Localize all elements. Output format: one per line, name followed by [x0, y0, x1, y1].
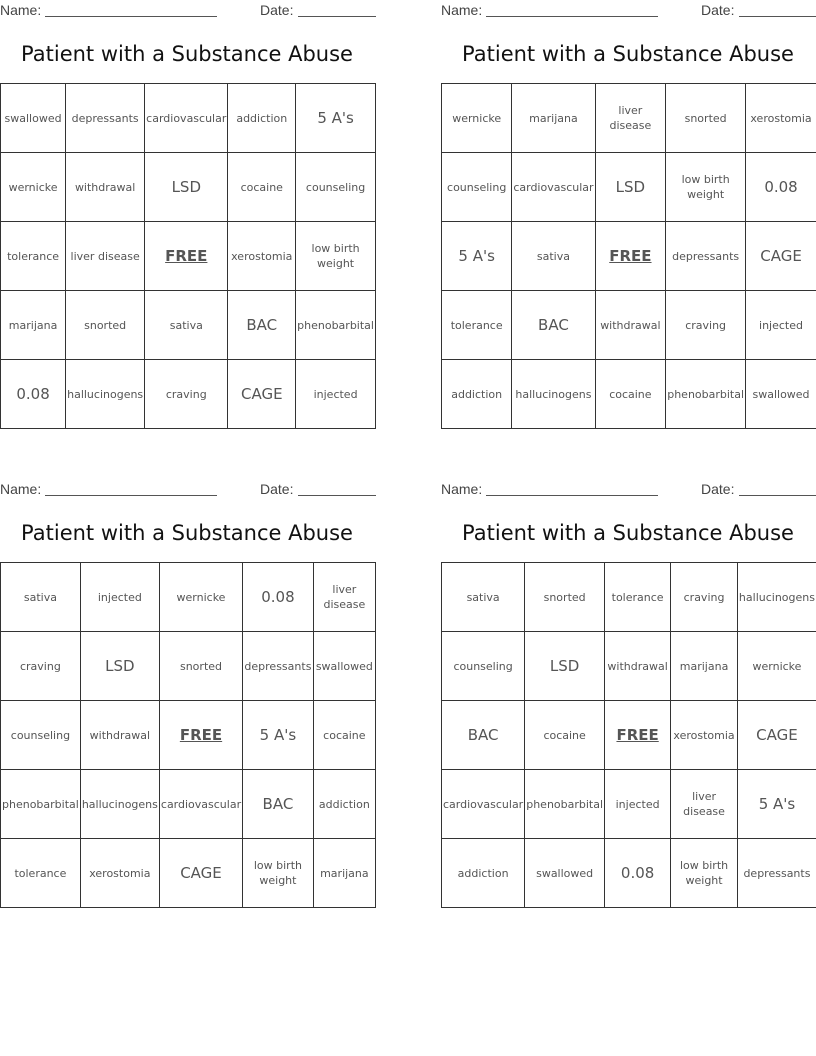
grid-row	[1, 84, 376, 153]
bingo-cell[interactable]: cocaine	[313, 701, 375, 770]
name-label: Name:	[441, 2, 483, 18]
name-field[interactable]	[45, 495, 217, 496]
bingo-card	[441, 0, 816, 440]
bingo-cell[interactable]: liver disease	[66, 222, 145, 291]
bingo-cell[interactable]: LSD	[80, 632, 159, 701]
grid-row	[442, 222, 816, 291]
bingo-cell[interactable]: liver disease	[671, 770, 738, 839]
bingo-cell[interactable]: phenobarbital	[666, 360, 746, 429]
name-date-row	[441, 479, 816, 501]
bingo-cell[interactable]: craving	[671, 563, 738, 632]
bingo-cell[interactable]: 0.08	[605, 839, 671, 908]
name-label: Name:	[0, 481, 42, 497]
bingo-cell[interactable]: phenobarbital	[525, 770, 605, 839]
bingo-cell[interactable]: BAC	[228, 291, 296, 360]
bingo-cell[interactable]: sativa	[1, 563, 81, 632]
card-title: Patient with a Substance Abuse	[462, 521, 794, 545]
bingo-cell[interactable]: snorted	[159, 632, 242, 701]
bingo-cell[interactable]: marijana	[1, 291, 66, 360]
bingo-cell[interactable]: swallowed	[746, 360, 816, 429]
name-label: Name:	[441, 481, 483, 497]
card-title: Patient with a Substance Abuse	[21, 42, 353, 66]
grid-row	[1, 291, 376, 360]
bingo-cell[interactable]: wernicke	[737, 632, 816, 701]
grid-row	[442, 291, 816, 360]
bingo-cell[interactable]: counseling	[442, 153, 512, 222]
bingo-cell[interactable]: injected	[80, 563, 159, 632]
bingo-cell[interactable]: addiction	[313, 770, 375, 839]
bingo-cell[interactable]: marijana	[671, 632, 738, 701]
bingo-cell[interactable]: phenobarbital	[296, 291, 376, 360]
grid-row	[442, 153, 816, 222]
bingo-cell[interactable]: addiction	[442, 360, 512, 429]
bingo-cell[interactable]: hallucinogens	[80, 770, 159, 839]
bingo-cell[interactable]: depressants	[66, 84, 145, 153]
bingo-cell[interactable]: CAGE	[159, 839, 242, 908]
bingo-grid	[0, 83, 376, 429]
grid-row	[442, 563, 816, 632]
grid-row	[442, 360, 816, 429]
bingo-cell[interactable]: 0.08	[243, 563, 314, 632]
bingo-cell[interactable]: low birth weight	[243, 839, 314, 908]
bingo-cell[interactable]: cardiovascular	[159, 770, 242, 839]
bingo-cell[interactable]: wernicke	[1, 153, 66, 222]
bingo-cell[interactable]: CAGE	[228, 360, 296, 429]
bingo-cell[interactable]: cardiovascular	[512, 153, 595, 222]
bingo-cell[interactable]: 0.08	[746, 153, 816, 222]
bingo-cell[interactable]: counseling	[296, 153, 376, 222]
bingo-cell[interactable]: liver disease	[313, 563, 375, 632]
grid-row	[1, 839, 376, 908]
bingo-cell[interactable]: depressants	[737, 839, 816, 908]
bingo-cell[interactable]: withdrawal	[605, 632, 671, 701]
bingo-cell[interactable]: cardiovascular	[442, 770, 525, 839]
bingo-cell[interactable]: BAC	[442, 701, 525, 770]
bingo-cell[interactable]: counseling	[1, 701, 81, 770]
bingo-cell[interactable]: swallowed	[1, 84, 66, 153]
grid-row	[1, 153, 376, 222]
free-space[interactable]: FREE	[145, 222, 228, 291]
free-space[interactable]: FREE	[159, 701, 242, 770]
bingo-cell[interactable]: withdrawal	[66, 153, 145, 222]
name-date-row	[441, 0, 816, 22]
bingo-cell[interactable]: addiction	[442, 839, 525, 908]
bingo-cell[interactable]: marijana	[512, 84, 595, 153]
bingo-cell[interactable]: liver disease	[595, 84, 666, 153]
free-space[interactable]: FREE	[605, 701, 671, 770]
grid-row	[442, 84, 816, 153]
bingo-cell[interactable]: tolerance	[605, 563, 671, 632]
date-field[interactable]	[298, 16, 376, 17]
bingo-cell[interactable]: wernicke	[442, 84, 512, 153]
bingo-grid	[0, 562, 376, 908]
bingo-cell[interactable]: counseling	[442, 632, 525, 701]
bingo-cell[interactable]: marijana	[313, 839, 375, 908]
bingo-cell[interactable]: 5 A's	[296, 84, 376, 153]
bingo-cell[interactable]: swallowed	[525, 839, 605, 908]
bingo-cell[interactable]: hallucinogens	[66, 360, 145, 429]
bingo-card	[0, 479, 376, 919]
bingo-cell[interactable]: snorted	[525, 563, 605, 632]
bingo-cell[interactable]: withdrawal	[80, 701, 159, 770]
bingo-cell[interactable]: sativa	[145, 291, 228, 360]
bingo-cell[interactable]: injected	[296, 360, 376, 429]
bingo-cell[interactable]: craving	[145, 360, 228, 429]
grid-row	[442, 701, 816, 770]
date-label: Date:	[701, 2, 735, 18]
bingo-cell[interactable]: hallucinogens	[737, 563, 816, 632]
card-title: Patient with a Substance Abuse	[462, 42, 794, 66]
bingo-cell[interactable]: craving	[1, 632, 81, 701]
bingo-cell[interactable]: cardiovascular	[145, 84, 228, 153]
bingo-cell[interactable]: LSD	[595, 153, 666, 222]
bingo-cell[interactable]: BAC	[512, 291, 595, 360]
bingo-cell[interactable]: cocaine	[525, 701, 605, 770]
bingo-cell[interactable]: xerostomia	[746, 84, 816, 153]
date-label: Date:	[260, 481, 294, 497]
bingo-cell[interactable]: sativa	[512, 222, 595, 291]
bingo-cell[interactable]: 5 A's	[737, 770, 816, 839]
grid-row	[442, 632, 816, 701]
free-space[interactable]: FREE	[595, 222, 666, 291]
name-field[interactable]	[486, 16, 658, 17]
bingo-cell[interactable]: 0.08	[1, 360, 66, 429]
bingo-cell[interactable]: depressants	[243, 632, 314, 701]
bingo-cell[interactable]: xerostomia	[671, 701, 738, 770]
bingo-cell[interactable]: tolerance	[442, 291, 512, 360]
bingo-cell[interactable]: sativa	[442, 563, 525, 632]
bingo-card	[441, 479, 816, 919]
grid-row	[1, 701, 376, 770]
bingo-cell[interactable]: xerostomia	[80, 839, 159, 908]
bingo-cell[interactable]: LSD	[145, 153, 228, 222]
bingo-cell[interactable]: cocaine	[228, 153, 296, 222]
name-date-row	[0, 479, 376, 501]
name-label: Name:	[0, 2, 42, 18]
bingo-cell[interactable]: CAGE	[737, 701, 816, 770]
bingo-cell[interactable]: BAC	[243, 770, 314, 839]
bingo-cell[interactable]: snorted	[66, 291, 145, 360]
name-date-row	[0, 0, 376, 22]
grid-row	[1, 563, 376, 632]
bingo-cell[interactable]: craving	[666, 291, 746, 360]
bingo-cell[interactable]: swallowed	[313, 632, 375, 701]
date-field[interactable]	[739, 16, 816, 17]
bingo-cell[interactable]: injected	[746, 291, 816, 360]
bingo-cell[interactable]: 5 A's	[243, 701, 314, 770]
bingo-cell[interactable]: CAGE	[746, 222, 816, 291]
grid-row	[442, 839, 816, 908]
bingo-cell[interactable]: low birth weight	[671, 839, 738, 908]
grid-row	[1, 770, 376, 839]
date-label: Date:	[701, 481, 735, 497]
bingo-grid	[441, 83, 816, 429]
bingo-card	[0, 0, 376, 440]
grid-row	[1, 632, 376, 701]
bingo-cell[interactable]: hallucinogens	[512, 360, 595, 429]
card-title: Patient with a Substance Abuse	[21, 521, 353, 545]
date-field[interactable]	[298, 495, 376, 496]
name-field[interactable]	[45, 16, 217, 17]
bingo-cell[interactable]: wernicke	[159, 563, 242, 632]
bingo-cell[interactable]: phenobarbital	[1, 770, 81, 839]
bingo-cell[interactable]: xerostomia	[228, 222, 296, 291]
bingo-cell[interactable]: LSD	[525, 632, 605, 701]
grid-row	[1, 360, 376, 429]
name-field[interactable]	[486, 495, 658, 496]
bingo-cell[interactable]: withdrawal	[595, 291, 666, 360]
date-label: Date:	[260, 2, 294, 18]
bingo-cell[interactable]: tolerance	[1, 839, 81, 908]
bingo-cell[interactable]: 5 A's	[442, 222, 512, 291]
bingo-cell[interactable]: tolerance	[1, 222, 66, 291]
bingo-cell[interactable]: snorted	[666, 84, 746, 153]
bingo-cell[interactable]: cocaine	[595, 360, 666, 429]
bingo-cell[interactable]: low birth weight	[296, 222, 376, 291]
grid-row	[1, 222, 376, 291]
bingo-cell[interactable]: depressants	[666, 222, 746, 291]
bingo-cell[interactable]: low birth weight	[666, 153, 746, 222]
bingo-cell[interactable]: addiction	[228, 84, 296, 153]
date-field[interactable]	[739, 495, 816, 496]
grid-row	[442, 770, 816, 839]
bingo-grid	[441, 562, 816, 908]
bingo-cell[interactable]: injected	[605, 770, 671, 839]
